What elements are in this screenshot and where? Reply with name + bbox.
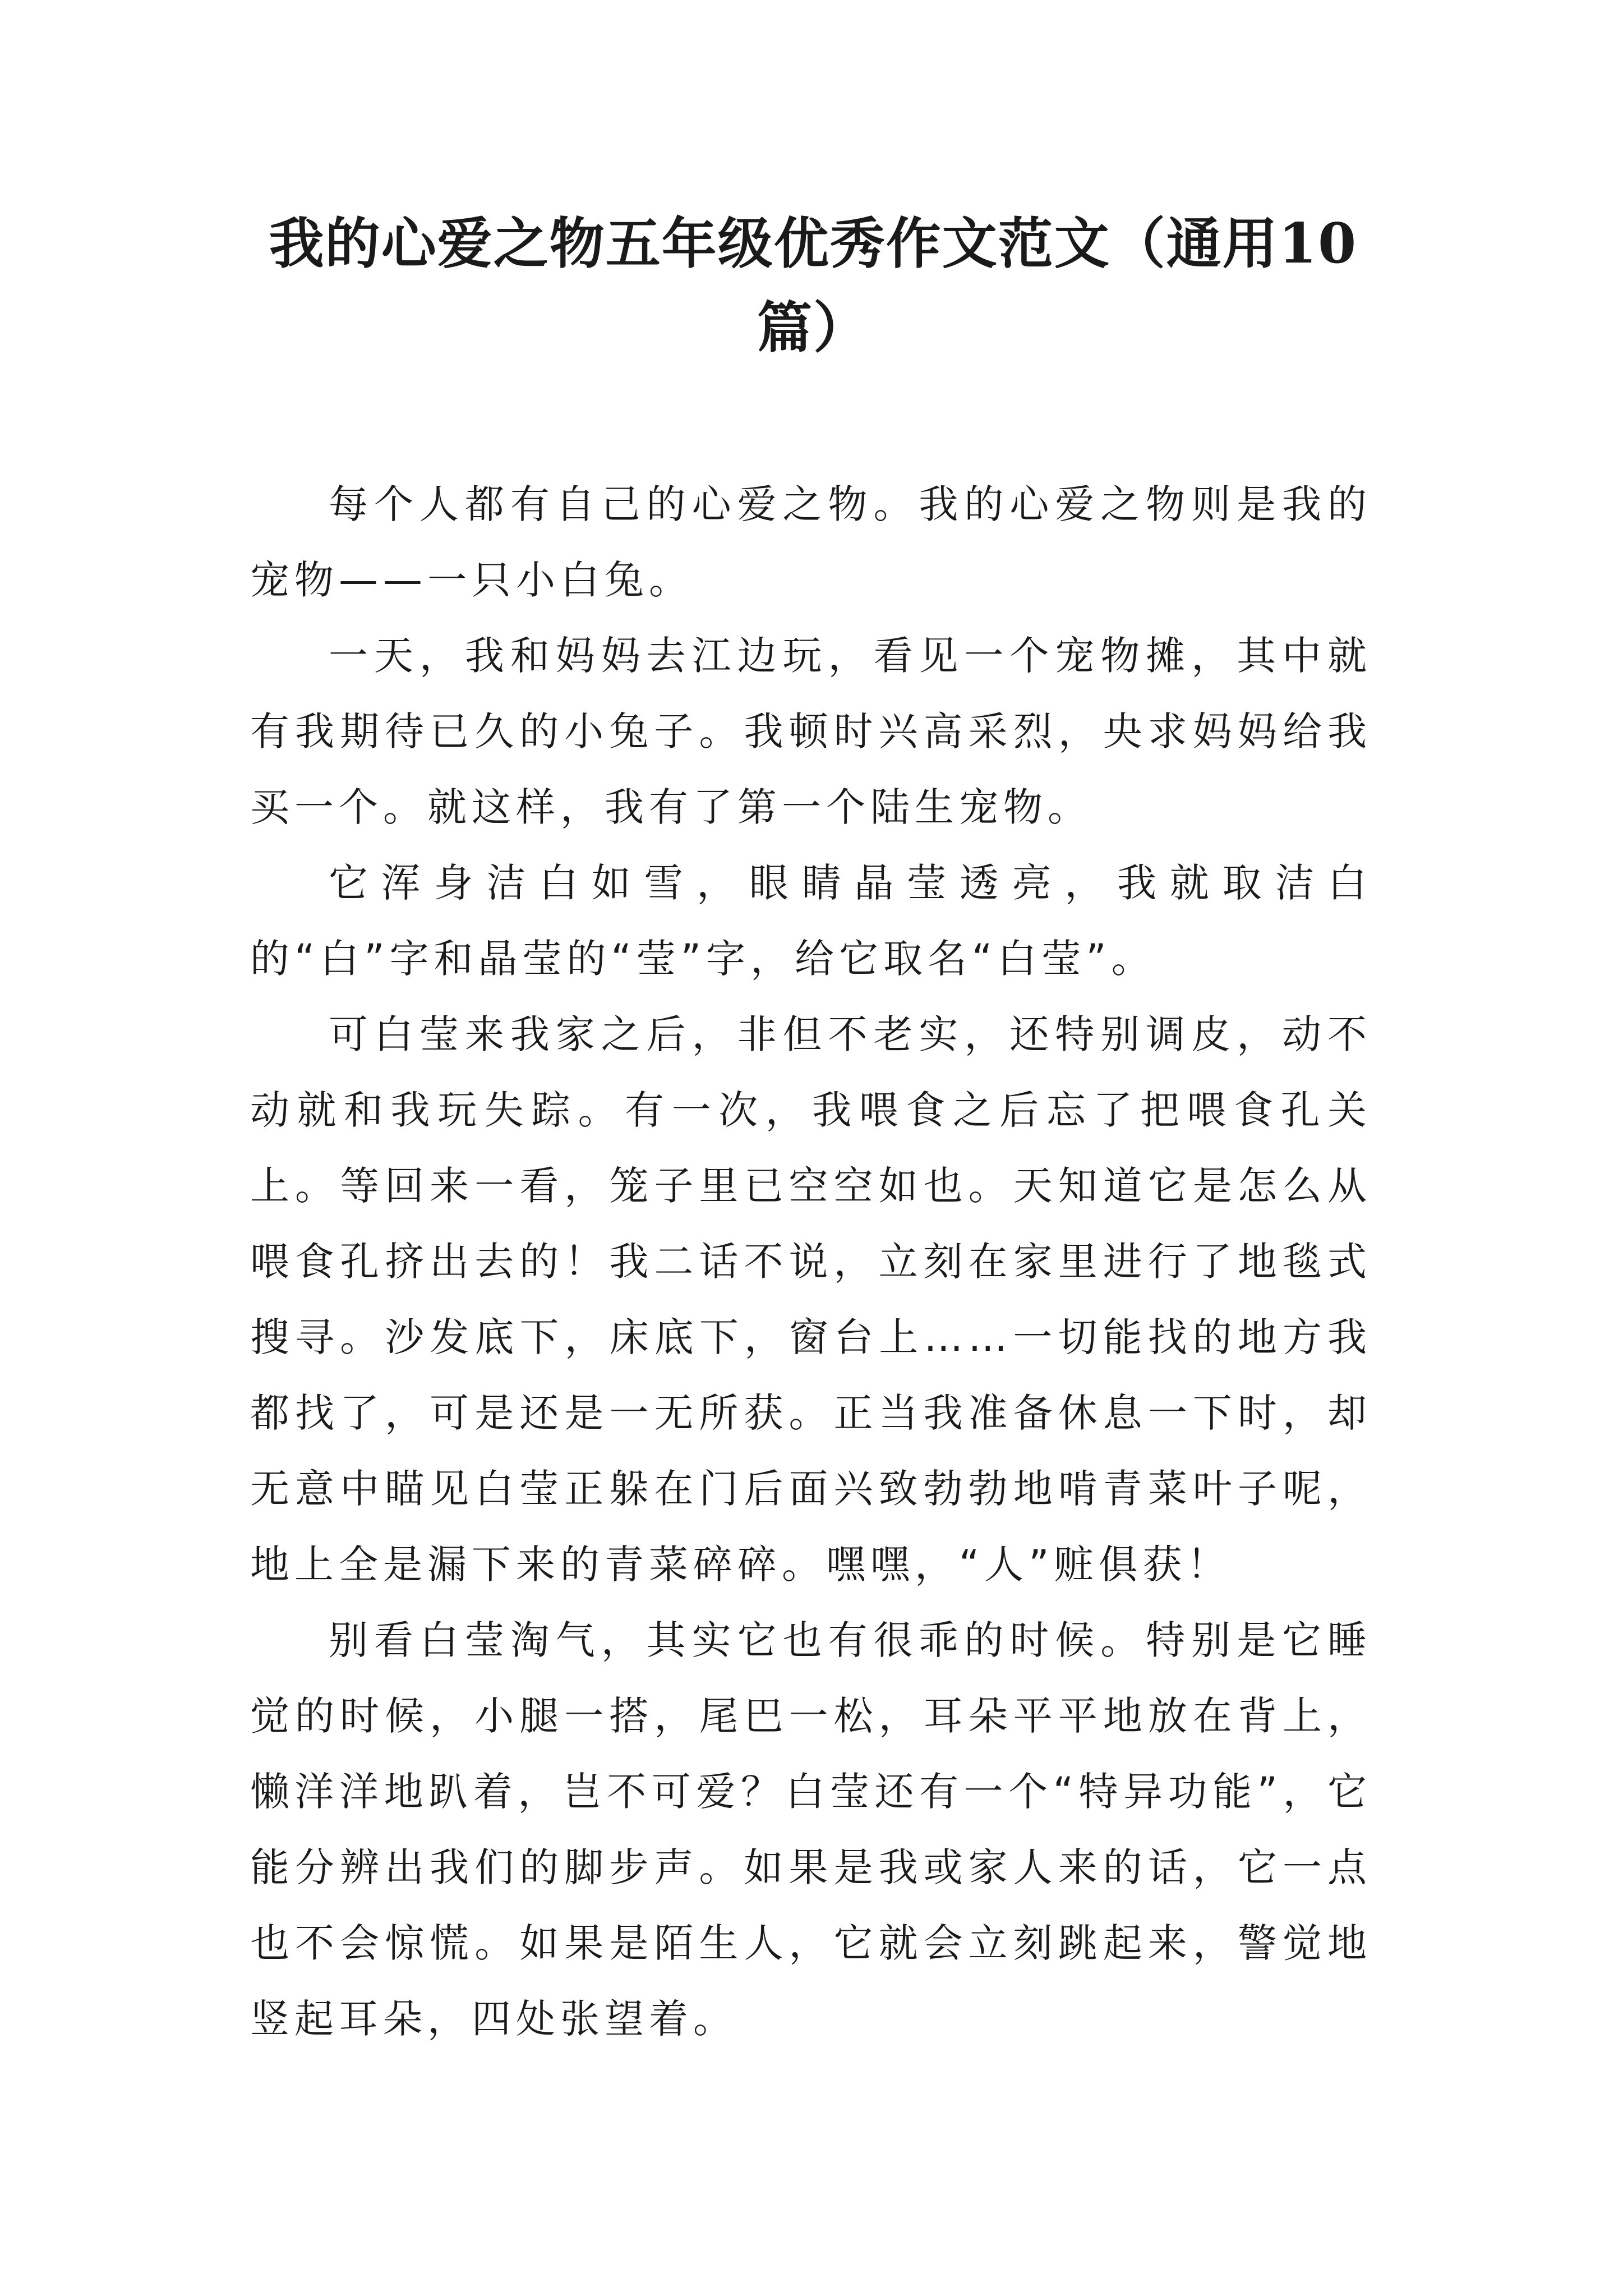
paragraph: 可白莹来我家之后，非但不老实，还特别调皮，动不动就和我玩失踪。有一次，我喂食之后忘了把喂食孔关上。等回来一看，笼子里已空空如也。天知道它是怎么从喂食孔挤出去的！我二话不说，立刻在家里进行了地毯式搜寻。沙发底下，床底下，窗台上……一切能找的地方我都找了，可是还是一无所获。正当我准备休息一下时，却无意中瞄见白莹正躲在门后面兴致勃勃地啃青菜叶子呢，地上全是漏下来的青菜碎碎。嘿嘿，“人”赃俱获！: [250, 1011, 1372, 1588]
paragraph: 别看白莹淘气，其实它也有很乖的时候。特别是它睡觉的时候，小腿一搭，尾巴一松，耳朵平平地放在背上，懒洋洋地趴着，岂不可爱？白莹还有一个“特异功能”，它能分辨出我们的脚步声。如果是我或家人来的话，它一点也不会惊慌。如果是陌生人，它就会立刻跳起来，警觉地竖起耳朵，四处张望着。: [250, 1617, 1372, 2042]
document-body: [250, 467, 1372, 2057]
paragraph: 它浑身洁白如雪，眼睛晶莹透亮，我就取洁白的“白”字和晶莹的“莹”字，给它取名“白莹”。: [250, 860, 1372, 982]
paragraph: 每个人都有自己的心爱之物。我的心爱之物则是我的宠物——一只小白兔。: [250, 481, 1372, 603]
document-title: 我的心爱之物五年级优秀作文范文（通用10篇）: [269, 211, 1358, 360]
paragraph: 一天，我和妈妈去江边玩，看见一个宠物摊，其中就有我期待已久的小兔子。我顿时兴高采烈，央求妈妈给我买一个。就这样，我有了第一个陆生宠物。: [250, 633, 1372, 830]
